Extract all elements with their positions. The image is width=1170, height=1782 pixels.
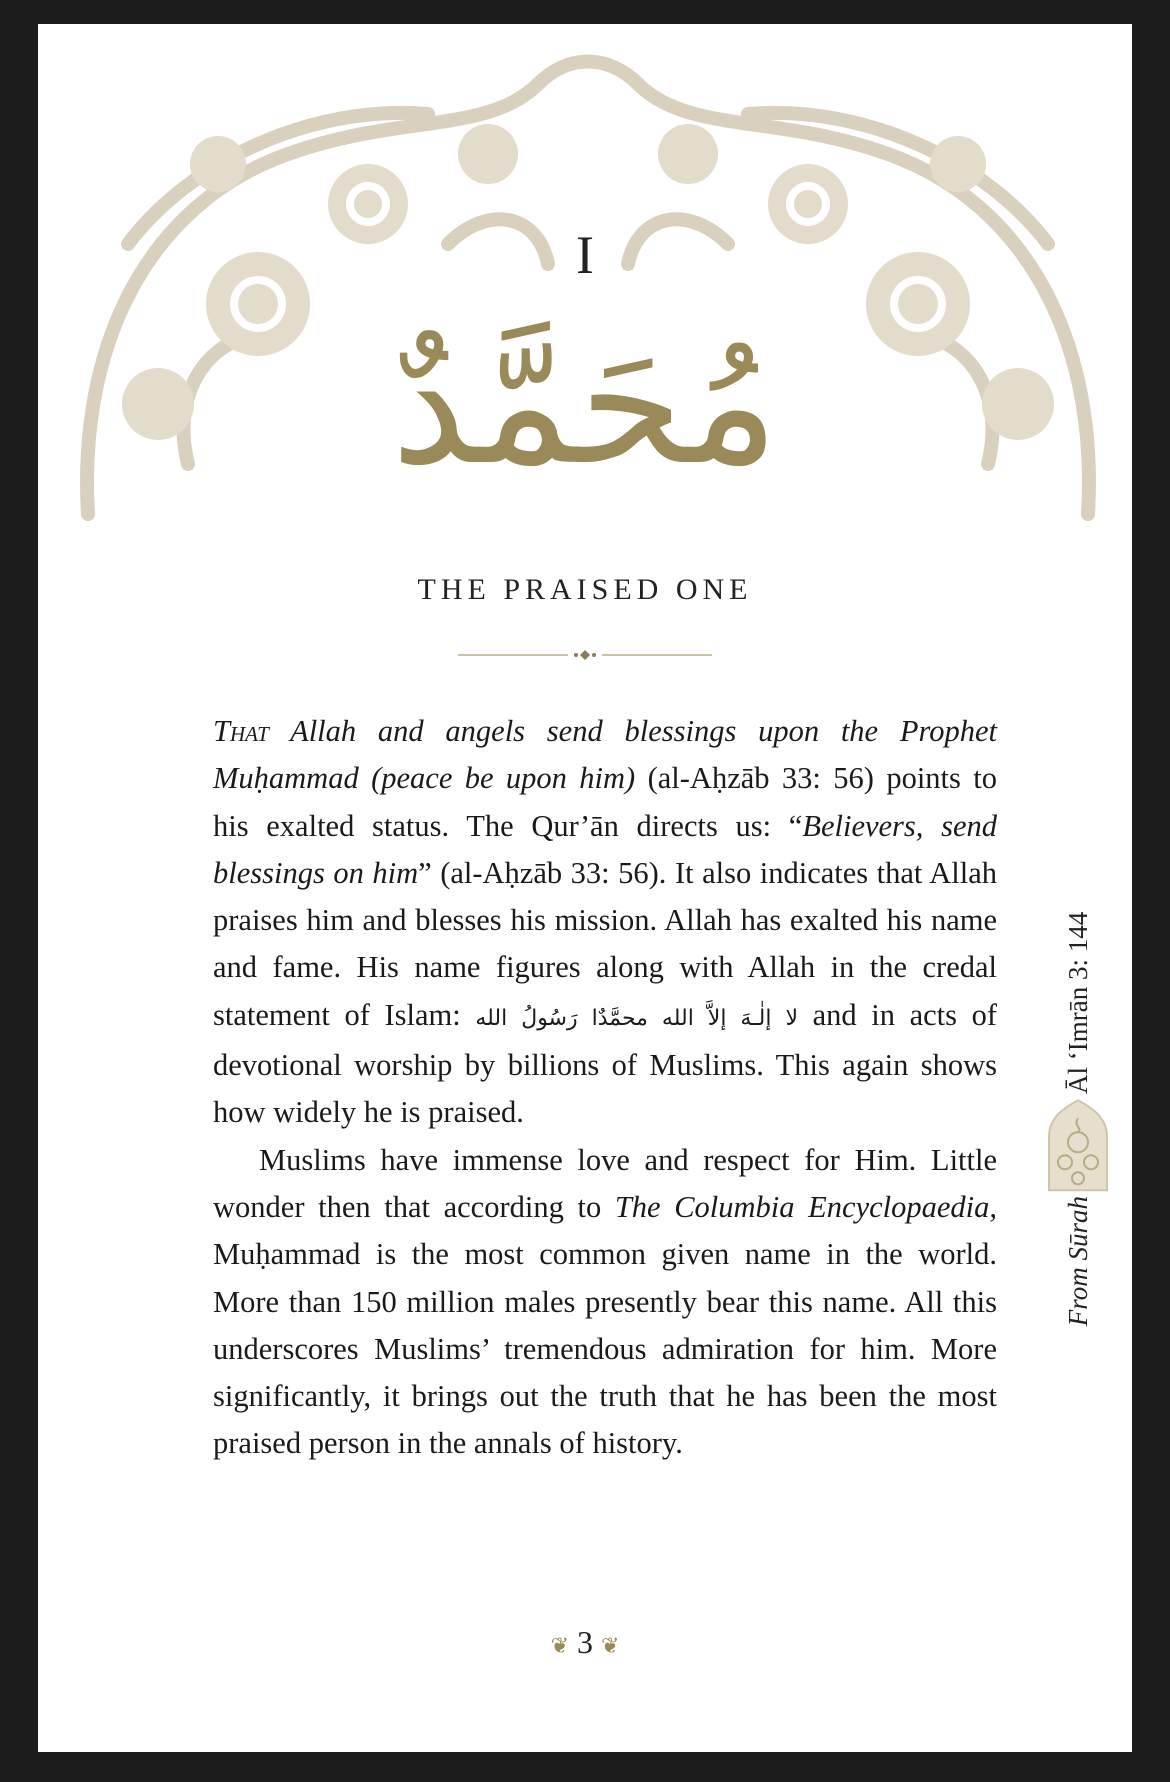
sidebar-reference: Āl ‘Imrān 3: 144: [1062, 911, 1093, 1094]
italic-phrase: Allah and angels send blessings upon the Prophet Muḥammad (peace be upon him): [213, 714, 997, 796]
page-number-value: 3: [577, 1624, 593, 1660]
italic-quote: Believers, send blessings on him: [213, 808, 998, 890]
text-segment: Muslims have immense love and respect for Him. Little wonder then that according to: [213, 1142, 997, 1224]
text-segment: and in acts of devotional worship by billions of Muslims. This again shows how widely he is praised.: [213, 997, 997, 1130]
section-divider: [458, 648, 712, 662]
arabic-chapter-name: مُحَمَّدٌ: [390, 305, 780, 503]
chapter-title: THE PRAISED ONE: [417, 573, 753, 606]
arabic-shahada: لا إلٰـهَ إلاَّ الله محمَّدٌا رَسُولُ الله: [475, 1005, 798, 1031]
text-segment: (al-Aḥzāb 33: 56) points to his exalted status. The Qur’ān directs us: “: [213, 761, 997, 843]
text-segment: ” (al-Aḥzāb 33: 56). It also indicates that Allah praises him and blesses his mission. Allah has exalted his name and fame. His name figures along with Allah in the credal statement of Islam:: [213, 855, 997, 1032]
italic-title: The Columbia Encyclopaedia,: [614, 1189, 998, 1224]
book-page: [38, 24, 1132, 1752]
lead-word: That: [213, 714, 269, 748]
page-number: [38, 1624, 1132, 1661]
text-segment: Muḥammad is the most common given name in the world. More than 150 million males presently bear this name. All this underscores Muslims’ tremendous admiration for him. More significantly, it brings out the truth that he has been the most praised person in the annals of history.: [213, 1237, 997, 1461]
sidebar-from-label: From Sūrah: [1062, 1195, 1093, 1327]
paragraph-2: [213, 1137, 997, 1468]
chapter-body: [213, 708, 997, 1468]
right-ornament-icon: ❦: [601, 1633, 620, 1658]
paragraph-1: [213, 708, 997, 1137]
mihrab-arch-icon: [1045, 1098, 1111, 1192]
left-ornament-icon: ❦: [550, 1633, 569, 1658]
chapter-number: I: [576, 225, 594, 285]
surah-reference-sidebar: [1048, 894, 1108, 1344]
